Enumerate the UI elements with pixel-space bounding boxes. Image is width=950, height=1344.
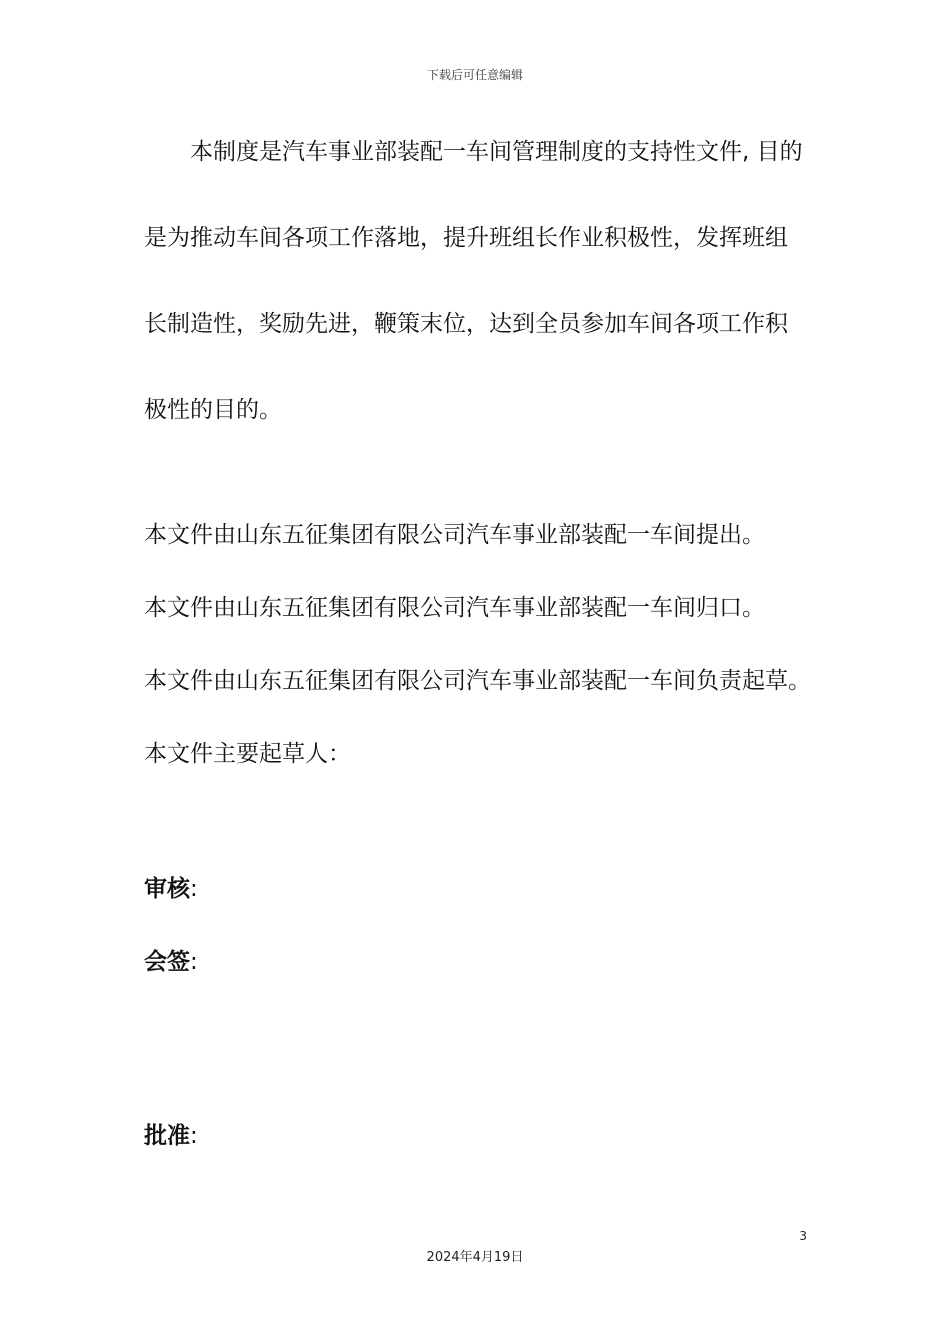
purpose-line: 是为推动车间各项工作落地，提升班组长作业积极性，发挥班组 xyxy=(144,225,788,251)
document-statements xyxy=(144,512,824,804)
countersign-label xyxy=(144,944,198,980)
page-number: 3 xyxy=(799,1229,807,1243)
countersign-colon: : xyxy=(190,949,198,975)
purpose-line: 本制度是汽车事业部装配一车间管理制度的支持性文件, 目的 xyxy=(190,139,803,165)
statement-drafter: 本文件由山东五征集团有限公司汽车事业部装配一车间负责起草。 xyxy=(144,668,811,694)
purpose-paragraph xyxy=(144,126,808,470)
header-note: 下载后可任意编辑 xyxy=(426,68,523,82)
statement-main-drafter: 本文件主要起草人： xyxy=(144,741,351,767)
footer-date: 2024年4月19日 xyxy=(426,1250,524,1265)
approve-colon: : xyxy=(190,1123,198,1149)
statement-proposer: 本文件由山东五征集团有限公司汽车事业部装配一车间提出。 xyxy=(144,522,765,548)
review-label xyxy=(144,871,198,907)
statement-owner: 本文件由山东五征集团有限公司汽车事业部装配一车间归口。 xyxy=(144,595,765,621)
purpose-line: 极性的目的。 xyxy=(144,397,282,423)
review-text: 审核 xyxy=(144,876,190,902)
review-colon: : xyxy=(190,876,198,902)
approve-text: 批准 xyxy=(144,1123,190,1149)
countersign-text: 会签 xyxy=(144,949,190,975)
purpose-line: 长制造性，奖励先进，鞭策末位，达到全员参加车间各项工作积 xyxy=(144,311,788,337)
approve-label xyxy=(144,1118,198,1154)
